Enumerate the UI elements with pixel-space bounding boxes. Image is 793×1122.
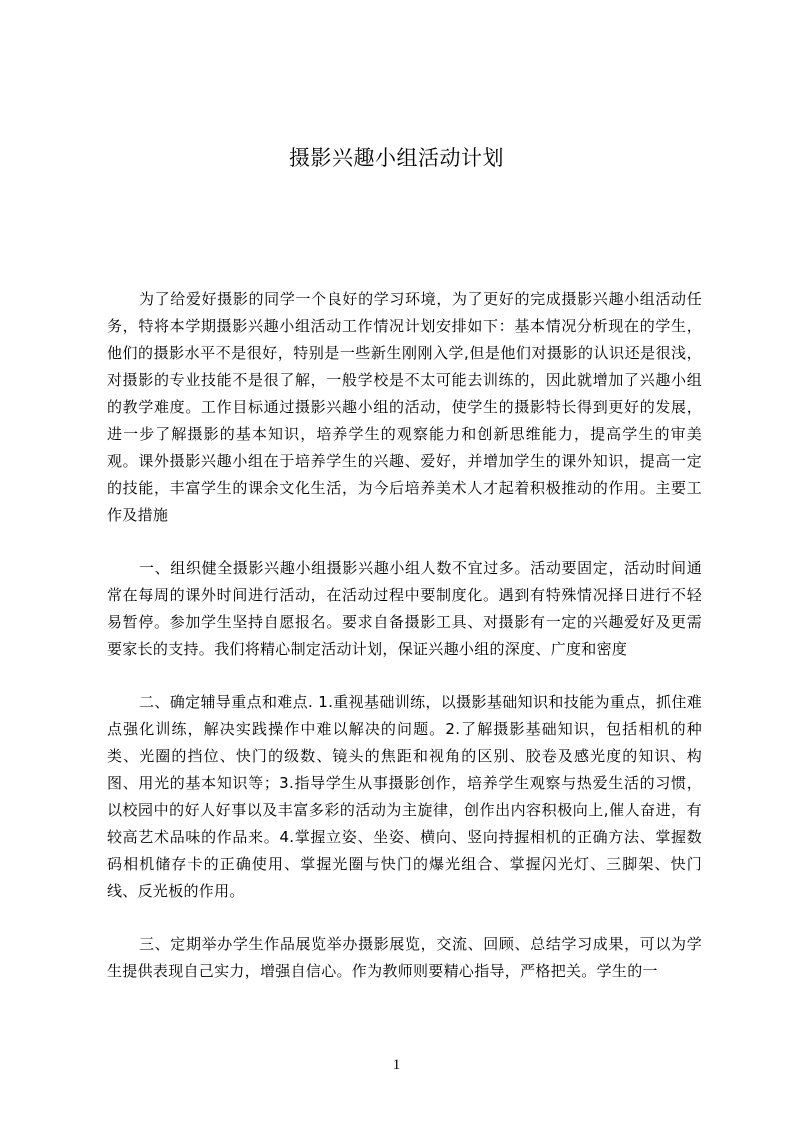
paragraph-section-3: 三、定期举办学生作品展览举办摄影展览，交流、回顾、总结学习成果，可以为学生提供表现自己实力，增强自信心。作为教师则要精心指导，严格把关。学生的一 — [107, 935, 702, 980]
page-number: 1 — [392, 1057, 401, 1073]
document-title: 摄影兴趣小组活动计划 — [289, 146, 504, 170]
document-body — [107, 286, 702, 985]
paragraph-section-2: 二、确定辅导重点和难点. 1.重视基础训练，以摄影基础知识和技能为重点，抓住难点强化训练，解决实践操作中难以解决的问题。2.了解摄影基础知识，包括相机的种类、光圈的挡位、快门的级数、镜头的焦距和视角的区别、胶卷及感光度的知识、构图、用光的基本知识等；3.指导学生从事摄影创作，培养学生观察与热爱生活的习惯，以校园中的好人好事以及丰富多彩的活动为主旋律，创作出内容积极向上,催人奋进，有较高艺术品味的作品来。4.掌握立姿、坐姿、横向、竖向持握相机的正确方法、掌握数码相机储存卡的正确使用、掌握光圈与快门的爆光组合、掌握闪光灯、三脚架、快门线、反光板的作用。 — [107, 693, 702, 900]
paragraph-section-1: 一、组织健全摄影兴趣小组摄影兴趣小组人数不宜过多。活动要固定，活动时间通常在每周的课外时间进行活动，在活动过程中要制度化。遇到有特殊情况择日进行不轻易暂停。参加学生坚持自愿报名。要求自备摄影工具、对摄影有一定的兴趣爱好及更需要家长的支持。我们将精心制定活动计划，保证兴趣小组的深度、广度和密度 — [107, 559, 702, 658]
paragraph-intro: 为了给爱好摄影的同学一个良好的学习环境，为了更好的完成摄影兴趣小组活动任务，特将本学期摄影兴趣小组活动工作情况计划安排如下：基本情况分析现在的学生，他们的摄影水平不是很好，特别是一些新生刚刚入学,但是他们对摄影的认识还是很浅，对摄影的专业技能不是很了解，一般学校是不太可能去训练的，因此就增加了兴趣小组的教学难度。工作目标通过摄影兴趣小组的活动，使学生的摄影特长得到更好的发展，进一步了解摄影的基本知识，培养学生的观察能力和创新思维能力，提高学生的审美观。课外摄影兴趣小组在于培养学生的兴趣、爱好，并增加学生的课外知识，提高一定的技能，丰富学生的课余文化生活，为今后培养美术人才起着积极推动的作用。主要工作及措施 — [107, 290, 702, 524]
